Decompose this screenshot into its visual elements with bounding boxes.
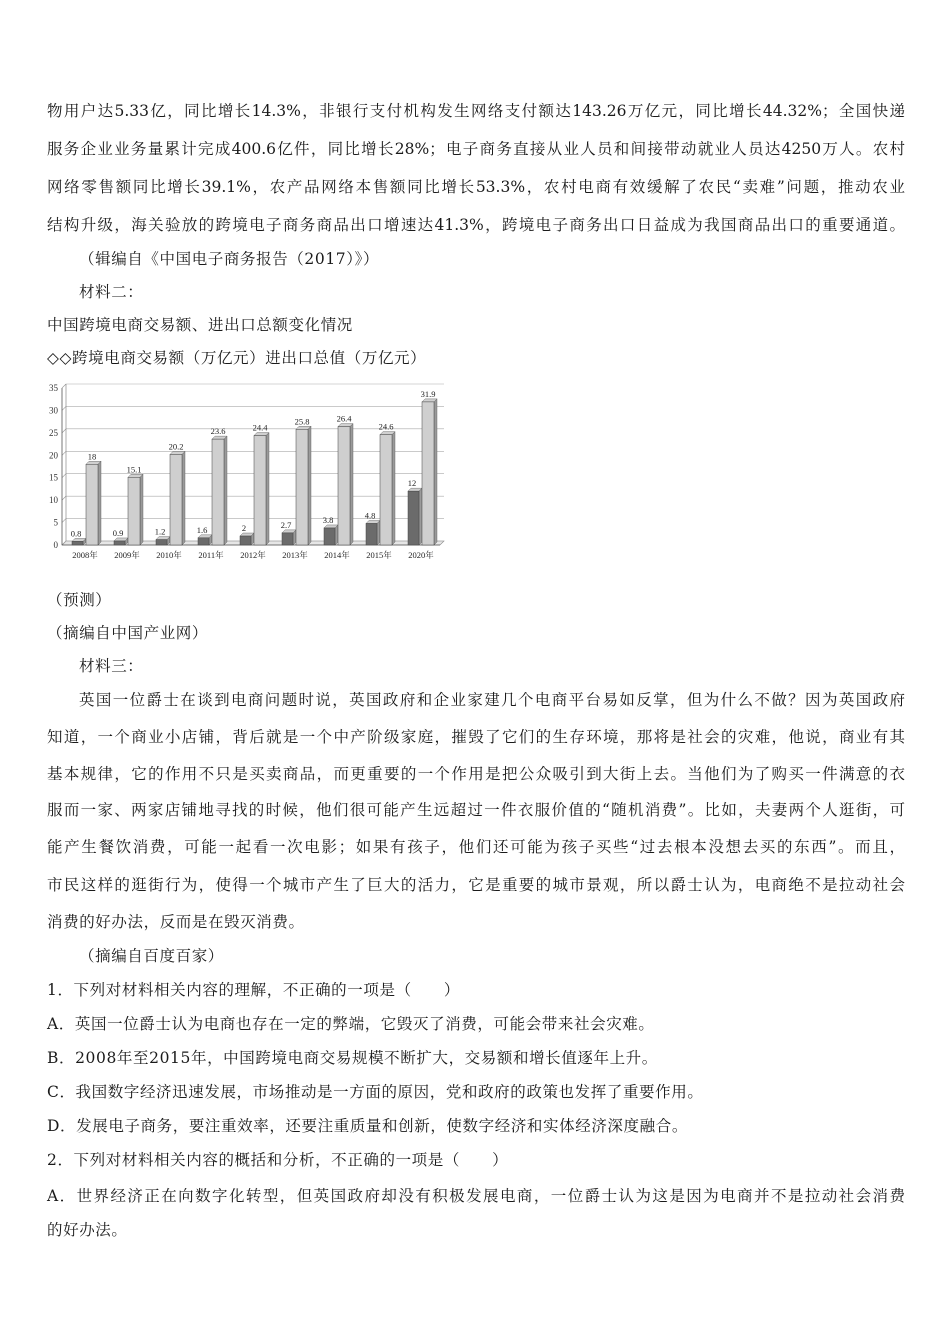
bar-cross-border-trade	[156, 540, 167, 545]
bar-import-export	[380, 435, 392, 545]
bar-cross-border-trade	[282, 533, 293, 545]
bar-import-export	[422, 402, 434, 545]
x-tick-label: 2020年	[408, 550, 434, 560]
bar-import-export	[296, 429, 308, 545]
x-tick-label: 2015年	[366, 550, 392, 560]
data-label: 1.2	[154, 526, 166, 537]
gridline-diag	[62, 451, 66, 455]
y-tick-label: 0	[53, 540, 58, 550]
bar-cross-border-trade-side	[419, 488, 422, 545]
data-label: 2	[241, 523, 247, 534]
material3-line: 基本规律，它的作用不只是买卖商品，而更重要的一个作用是把公众吸引到大街上去。当他们为了购买一件满意的衣	[47, 765, 905, 783]
data-label: 26.4	[336, 413, 352, 424]
bar-cross-border-trade	[240, 536, 251, 545]
chart-note: （预测）	[47, 591, 112, 609]
data-label: 18	[87, 451, 97, 462]
bar-import-export	[254, 436, 266, 545]
bar-cross-border-trade	[198, 538, 209, 545]
y-tick-label: 35	[49, 383, 58, 393]
x-tick-label: 2008年	[72, 550, 98, 560]
question-1-option-b: B．2008年至2015年，中国跨境电商交易规模不断扩大，交易额和增长值逐年上升。	[47, 1049, 658, 1067]
bar-chart	[40, 378, 460, 573]
bar-import-export-side	[140, 474, 143, 545]
bar-import-export-side	[392, 432, 395, 545]
material1-line: 结构升级，海关验放的跨境电子商务商品出口增速达41.3%，跨境电子商务出口日益成为我国商品出口的重要通道。	[47, 216, 905, 234]
question-2-option-a: A．世界经济正在向数字化转型，但英国政府却没有积极发展电商，一位爵士认为这是因为电商并不是拉动社会消费	[47, 1187, 905, 1205]
data-label: 0.9	[112, 527, 124, 538]
material3-line: 消费的好办法，反而是在毁灭消费。	[47, 913, 305, 931]
material3-line: 市民这样的逛街行为，使得一个城市产生了巨大的活力，它是重要的城市景观，所以爵士认为，电商绝不是拉动社会	[47, 876, 905, 894]
x-tick-label: 2009年	[114, 550, 140, 560]
material1-line: 网络零售额同比增长39.1%，农产品网络本售额同比增长53.3%，农村电商有效缓解了农民“卖难”问题，推动农业	[47, 178, 905, 196]
question-1-option-a: A．英国一位爵士认为电商也存在一定的弊端，它毁灭了消费，可能会带来社会灾难。	[47, 1015, 655, 1033]
x-tick-label: 2010年	[156, 550, 182, 560]
y-tick-label: 25	[49, 427, 58, 438]
data-label: 24.4	[252, 422, 268, 433]
x-tick-label: 2012年	[240, 550, 266, 560]
material1-line: 服务企业业务量累计完成400.6亿件，同比增长28%；电子商务直接从业人员和间接带动就业人员达4250万人。农村	[47, 140, 905, 158]
data-label: 23.6	[210, 426, 226, 437]
bar-import-export-side	[98, 461, 101, 545]
bar-cross-border-trade-side	[335, 525, 338, 545]
data-label: 20.2	[168, 441, 184, 452]
y-tick-label: 5	[53, 517, 58, 528]
gridline-diag	[62, 384, 66, 388]
bar-import-export-side	[224, 436, 227, 545]
bar-cross-border-trade	[366, 523, 377, 545]
bar-import-export-side	[308, 426, 311, 545]
data-label: 24.6	[378, 421, 394, 432]
data-label: 25.8	[294, 416, 310, 427]
bar-cross-border-trade-side	[377, 520, 380, 545]
question-1-option-c: C．我国数字经济迅速发展，市场推动是一方面的原因，党和政府的政策也发挥了重要作用。	[47, 1083, 704, 1101]
bar-import-export-side	[434, 399, 437, 545]
material3-source: （摘编自百度百家）	[79, 947, 224, 965]
bar-import-export-side	[182, 451, 185, 545]
bar-cross-border-trade	[72, 541, 83, 545]
bar-import-export	[170, 454, 182, 545]
bar-cross-border-trade	[408, 491, 419, 545]
question-1-option-d: D．发展电子商务，要注重效率，还要注重质量和创新，使数字经济和实体经济深度融合。	[47, 1117, 688, 1135]
data-label: 4.8	[364, 510, 376, 521]
question-2-option-a-cont: 的好办法。	[47, 1221, 128, 1239]
chart-title-text: 中国跨境电商交易额、进出口总额变化情况	[47, 316, 353, 334]
y-tick-label: 30	[49, 405, 58, 416]
bar-cross-border-trade	[114, 541, 125, 545]
bar-import-export-side	[266, 433, 269, 545]
material3-line: 知道，一个商业小店铺，背后就是一个中产阶级家庭，摧毁了它们的生存环境，那将是社会的灾难，他说，商业有其	[47, 728, 905, 746]
gridline-diag	[62, 474, 66, 478]
material3-line: 服而一家、两家店铺地寻找的时候，他们很可能产生远超过一件衣服价值的“随机消费”。比如，夫妻两个人逛街，可	[47, 801, 905, 819]
gridline-diag	[62, 429, 66, 433]
bar-import-export	[338, 427, 350, 545]
data-label: 3.8	[322, 514, 334, 525]
material3-heading: 材料三：	[79, 657, 144, 675]
material2-heading: 材料二：	[79, 283, 144, 301]
material3-line: 英国一位爵士在谈到电商问题时说，英国政府和企业家建几个电商平台易如反掌，但为什么不做？因为英国政府	[79, 691, 905, 709]
material1-source: （辑编自《中国电子商务报告（2017）》）	[79, 250, 380, 268]
data-label: 1.6	[196, 524, 208, 535]
bar-cross-border-trade	[324, 528, 335, 545]
question-1: 1．下列对材料相关内容的理解，不正确的一项是（ ）	[47, 981, 460, 999]
gridline-diag	[62, 496, 66, 500]
x-tick-label: 2011年	[198, 550, 224, 560]
data-label: 31.9	[420, 388, 436, 399]
material1-line: 物用户达5.33亿，同比增长14.3%，非银行支付机构发生网络支付额达143.26万亿元，同比增长44.32%；全国快递	[47, 102, 905, 120]
data-label: 12	[407, 478, 417, 489]
bar-import-export-side	[350, 424, 353, 545]
question-2: 2．下列对材料相关内容的概括和分析，不正确的一项是（ ）	[47, 1151, 509, 1169]
chart-legend-text: ◇◇跨境电商交易额（万亿元）进出口总值（万亿元）	[47, 349, 427, 367]
x-tick-label: 2013年	[282, 550, 308, 560]
bar-import-export	[128, 477, 140, 545]
x-tick-label: 2014年	[324, 550, 350, 560]
material2-source: （摘编自中国产业网）	[47, 624, 209, 642]
data-label: 2.7	[280, 519, 292, 530]
material3-line: 能产生餐饮消费，可能一起看一次电影；如果有孩子，他们还可能为孩子买些“过去根本没想去买的东西”。而且，	[47, 838, 905, 856]
y-tick-label: 20	[49, 450, 58, 461]
gridline-diag	[62, 406, 66, 410]
data-label: 15.1	[126, 464, 142, 475]
y-tick-label: 10	[49, 495, 58, 506]
gridline-diag	[62, 519, 66, 523]
bar-import-export	[86, 464, 98, 545]
bar-import-export	[212, 439, 224, 545]
y-tick-label: 15	[49, 472, 58, 483]
data-label: 0.8	[70, 528, 82, 539]
